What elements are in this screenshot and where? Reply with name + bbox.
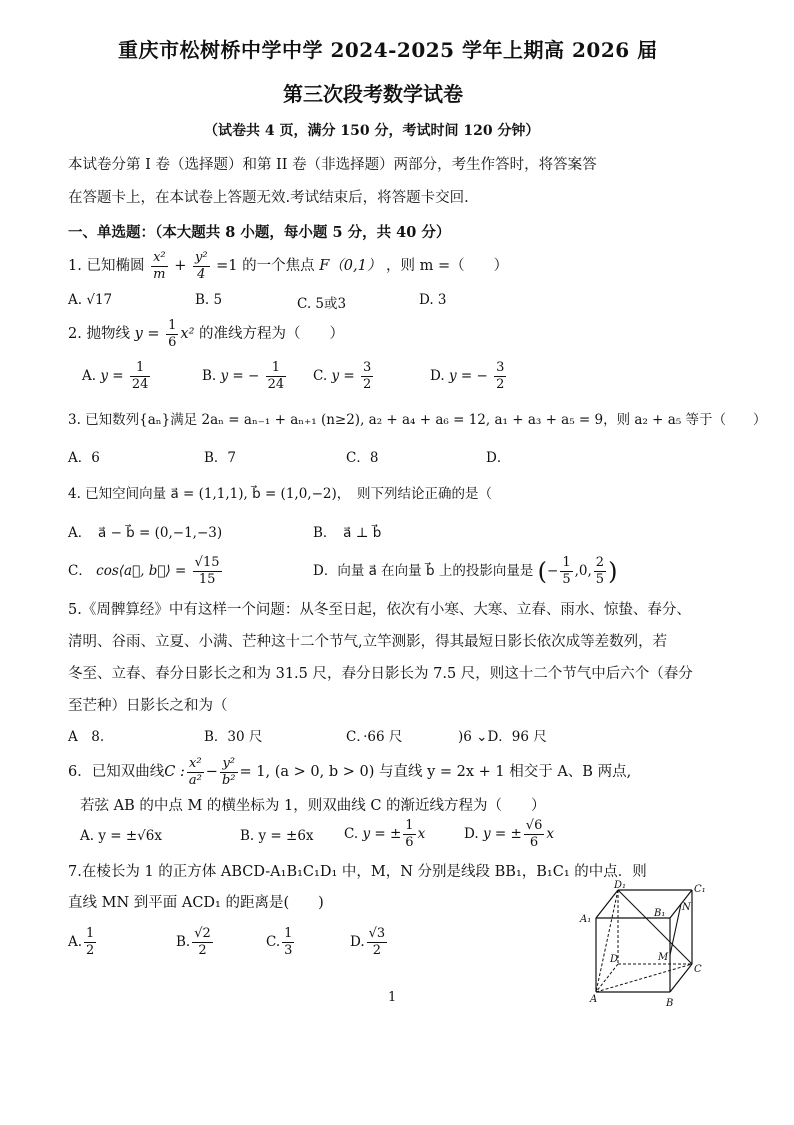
q1-equals: =1 [216,258,238,274]
label-d1: D₁ [614,880,627,891]
diag-ac [596,964,692,992]
edge-bc [670,964,692,992]
question-7-line1: 7.在棱长为 1 的正方体 ABCD-A₁B₁C₁D₁ 中，M，N 分别是线段 BB₁，B₁C₁ 的中点．则 [68,864,647,880]
q3-option-c: C．8 [346,450,379,466]
q7-option-b: B. $\frac{√2}{2}$ [176,926,211,958]
label-c1: C₁ [694,884,706,895]
q1-plus: + [174,258,187,274]
q1-option-d: D. 3 [419,292,447,308]
q1-num: 1. [68,258,82,274]
edge-d1a1 [596,890,618,918]
label-b: B [666,998,674,1009]
section-heading: 一、单选题：（本大题共 8 小题，每小题 5 分，共 40 分） [68,224,451,241]
q2-option-c: C. y = $\frac{3}{2}$ [313,360,372,392]
q1-fraction-x: $\frac{\text{x²}}{m}$ [153,249,166,282]
cube-figure [578,880,708,1020]
page-number: 1 [388,990,397,1005]
question-1 [68,248,508,284]
edge-da [596,964,618,992]
q4-option-d: D．向量 a⃗ 在向量 b⃗ 上的投影向量是 (− $\frac{1}{5}$ ,0, $\frac{2}{5}$ ) [313,555,618,587]
question-7-line2: 直线 MN 到平面 ACD₁ 的距离是( ) [68,895,324,911]
question-5-line1: 5.《周髀算经》中有这样一个问题：从冬至日起，依次有小寒、大寒、立春、雨水、惊蛰、春分、 [68,602,691,618]
q4-option-b: B． a⃗ ⊥ b⃗ [313,525,382,541]
question-5-line2: 清明、谷雨、立夏、小满、芒种这十二个节气,立竿测影，得其最短日影长依次成等差数列，若 [68,634,668,650]
instructions-line2: 在答题卡上，在本试卷上答题无效.考试结束后，将答题卡交回. [68,190,469,206]
q1-fraction-y: $\frac{\text{y²}}{4}$ [194,249,208,282]
q5-option-c: C．·66 尺 [346,729,403,745]
q1-option-c: C. 5或3 [297,296,347,312]
q2-fraction: $\frac{1}{6}$ [168,317,177,350]
q2-option-a: A. y = $\frac{1}{24}$ [82,360,149,392]
q5-option-a: A 8. [68,729,105,745]
question-2: 2. 抛物线 y = $\frac{1}{6}$ x² 的准线方程为（ ） [68,317,345,350]
q6-option-b: B. y = ±6x [240,828,314,844]
q4-option-a: A． a⃗ − b⃗ = (0,−1,−3) [68,525,223,541]
label-a: A [590,994,598,1005]
instructions-line1: 本试卷分第 I 卷（选择题）和第 II 卷（非选择题）两部分，考生作答时，将答案答 [68,157,597,173]
q6-option-c: C. y = ± $\frac{1}{6}$ x [344,818,426,850]
q2-option-d: D. y = − $\frac{3}{2}$ [430,360,505,392]
q6-option-a: A. y = ±√6x [80,828,162,844]
q5-option-b: B．30 尺 [204,729,263,745]
q1-prefix: 已知椭圆 [86,258,145,274]
q1-option-a: A. √17 [68,292,113,308]
question-3: 3. 已知数列{aₙ}满足 2aₙ = aₙ₋₁ + aₙ₊₁ (n≥2), a₂ + a₄ + a₆ = 12, a₁ + a₃ + a₅ = 9，则 a₂ + a₅ 等于（ ） [68,412,767,428]
exam-title-line2: 第三次段考数学试卷 [283,82,463,106]
q4-option-c: C． cos⟨a⃗, b⃗⟩ = $\frac{√15}{15}$ [68,555,220,587]
label-a1: A₁ [580,914,592,925]
label-c: C [694,964,702,975]
label-n: N [682,902,691,913]
question-5-line3: 冬至、立春、春分日影长之和为 31.5 尺，春分日影长为 7.5 尺，则这十二个节气中后六个（春分 [68,666,693,682]
question-6-line2: 若弦 AB 的中点 M 的横坐标为 1，则双曲线 C 的渐近线方程为（ ） [80,798,546,814]
diag-d1c [618,890,692,964]
question-4: 4. 已知空间向量 a⃗ = (1,1,1), b⃗ = (1,0,−2)， 则下列结论正确的是（ [68,486,493,502]
q1-point: F（0,1） [319,258,382,274]
q7-option-c: C. $\frac{1}{3}$ [266,926,293,958]
q5-option-d: )6 ⌄D．96 尺 [458,729,547,745]
q7-option-a: A. $\frac{1}{2}$ [68,926,95,958]
q3-option-b: B．7 [204,450,237,466]
diag-d1a [596,890,618,992]
q1-suffix: 的一个焦点 [242,258,315,274]
label-m: M [658,952,669,963]
exam-title-line1: 重庆市松树桥中学中学 2024-2025 学年上期高 2026 届 [118,38,658,62]
q6-option-d: D. y = ± $\frac{√6}{6}$ x [464,818,554,850]
q1-option-b: B. 5 [195,292,223,308]
q3-option-a: A．6 [68,450,100,466]
q2-option-b: B. y = − $\frac{1}{24}$ [202,360,285,392]
question-6-line1: 6．已知双曲线C : $\frac{\text{x²}}{\text{a²}}$ − $\frac{\text{y²}}{\text{b²}}$ = 1, (a > 0, b > 0) 与直线 y = 2x + 1 相交于 A、B 两点, [68,755,632,788]
label-d: D [610,954,619,965]
q1-ask: ，则 m =（ ） [385,258,509,274]
q7-option-d: D. $\frac{√3}{2}$ [350,926,386,958]
q3-option-d: D． [486,450,511,466]
question-5-line4: 至芒种）日影长之和为（ [68,698,228,714]
exam-info: （试卷共 4 页，满分 150 分，考试时间 120 分钟） [204,123,540,139]
label-b1: B₁ [654,908,666,919]
